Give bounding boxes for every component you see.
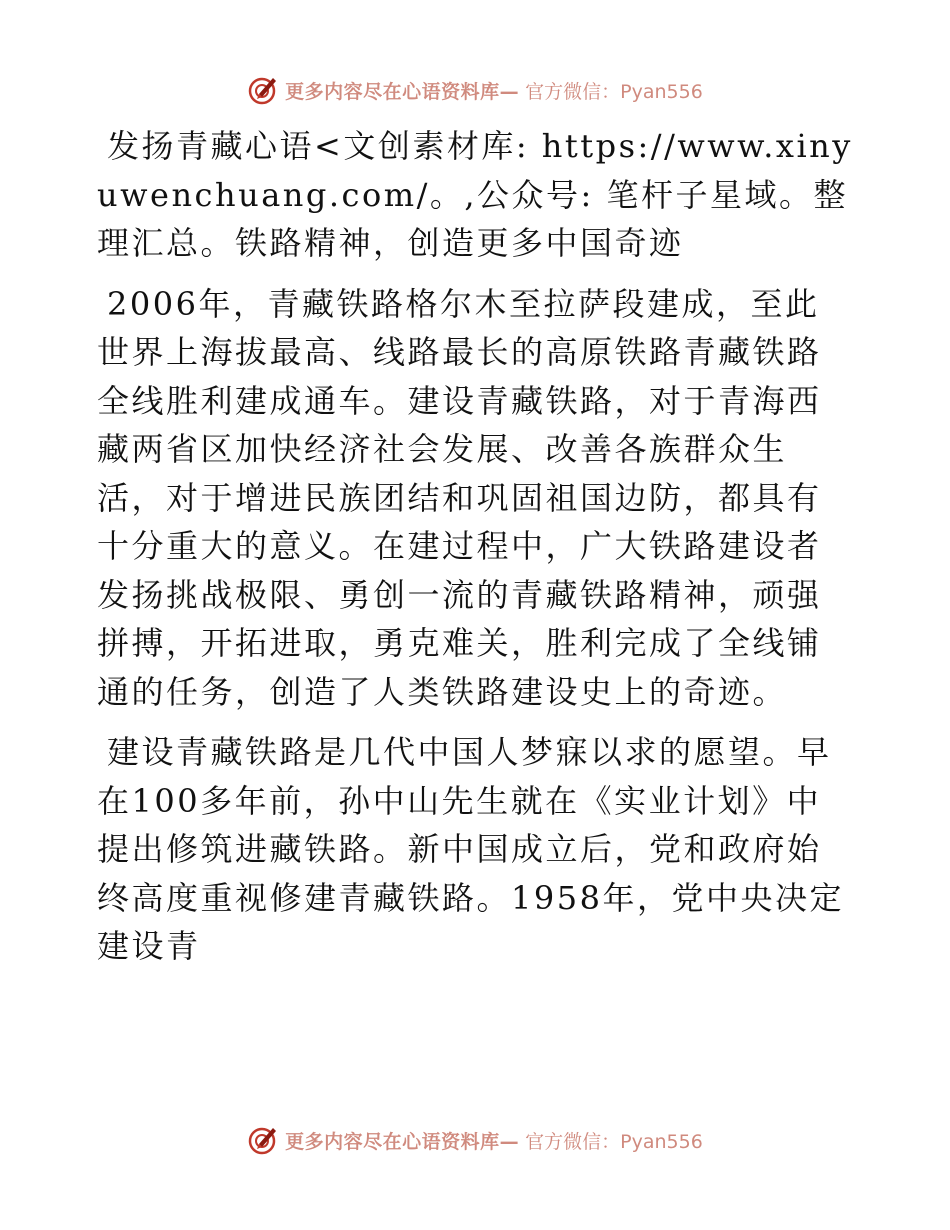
pen-circle-icon	[247, 1124, 279, 1156]
header-banner	[0, 72, 950, 108]
paragraph: 建设青藏铁路是几代中国人梦寐以求的愿望。早在100多年前，孙中山先生就在《实业计划》中提出修筑进藏铁路。新中国成立后，党和政府始终高度重视修建青藏铁路。1958年，党中央决定建设青	[97, 733, 844, 965]
paragraph: 2006年，青藏铁路格尔木至拉萨段建成，至此世界上海拔最高、线路最长的高原铁路青藏铁路全线胜利建成通车。建设青藏铁路，对于青海西藏两省区加快经济社会发展、改善各族群众生活，对于增进民族团结和巩固祖国边防，都具有十分重大的意义。在建过程中，广大铁路建设者发扬挑战极限、勇创一流的青藏铁路精神，顽强拼搏，开拓进取，勇克难关，胜利完成了全线铺通的任务，创造了人类铁路建设史上的奇迹。	[97, 284, 822, 711]
banner-wechat: 官方微信：Pyan556	[525, 80, 703, 103]
paragraph: 发扬青藏心语<文创素材库: https://www.xinyuwenchuang.com/。,公众号: 笔杆子星域。整理汇总。铁路精神，创造更多中国奇迹	[97, 127, 853, 262]
document-body	[97, 122, 853, 983]
footer-banner	[0, 1122, 950, 1158]
banner-text: 更多内容尽在心语资料库—	[285, 1130, 520, 1153]
pen-circle-icon	[247, 74, 279, 106]
banner-wechat: 官方微信：Pyan556	[525, 1130, 703, 1153]
banner-text: 更多内容尽在心语资料库—	[285, 80, 520, 103]
